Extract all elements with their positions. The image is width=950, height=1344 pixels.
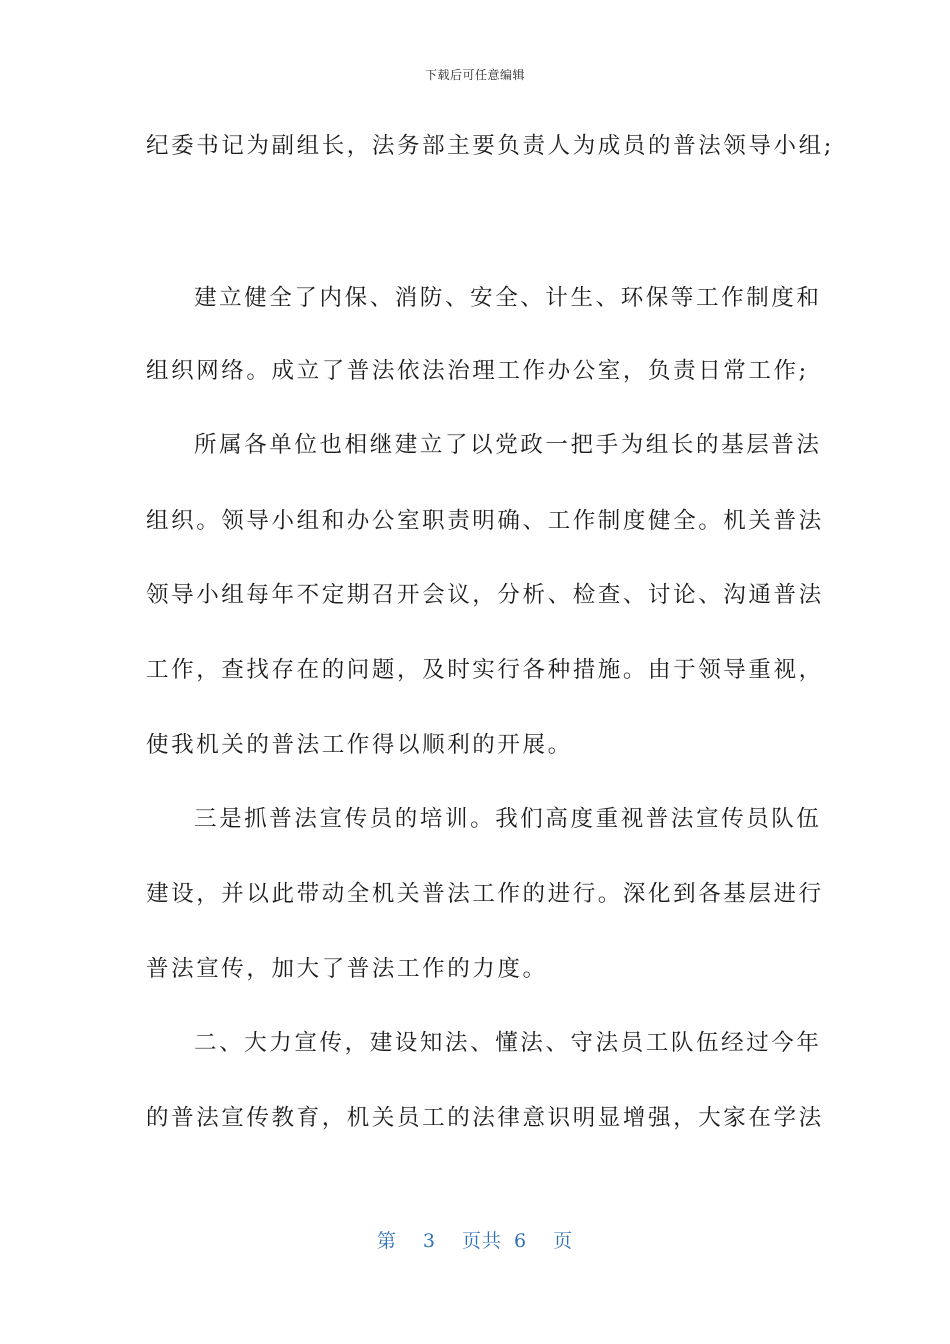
text-line: 建立健全了内保、消防、安全、计生、环保等工作制度和 xyxy=(194,285,822,311)
text-line: 建设，并以此带动全机关普法工作的进行。深化到各基层进行 xyxy=(146,881,824,907)
footer-total-pages: 6 xyxy=(514,1230,528,1252)
footer-middle: 页共 xyxy=(461,1230,502,1252)
text-line: 组织。领导小组和办公室职责明确、工作制度健全。机关普法 xyxy=(146,508,824,534)
page-footer xyxy=(0,1226,950,1253)
text-line: 领导小组每年不定期召开会议，分析、检查、讨论、沟通普法 xyxy=(146,582,824,608)
text-line: 组织网络。成立了普法依法治理工作办公室，负责日常工作; xyxy=(146,358,809,384)
text-line: 工作，查找存在的问题，及时实行各种措施。由于领导重视， xyxy=(146,657,824,683)
footer-page-number: 3 xyxy=(422,1230,436,1252)
text-line: 纪委书记为副组长，法务部主要负责人为成员的普法领导小组; xyxy=(146,133,834,159)
footer-prefix: 第 xyxy=(376,1230,397,1252)
text-line: 的普法宣传教育，机关员工的法律意识明显增强，大家在学法 xyxy=(146,1105,824,1131)
text-line: 普法宣传，加大了普法工作的力度。 xyxy=(146,956,548,982)
page-header: 下载后可任意编辑 xyxy=(424,68,525,82)
text-line: 所属各单位也相继建立了以党政一把手为组长的基层普法 xyxy=(194,432,822,458)
text-line: 三是抓普法宣传员的培训。我们高度重视普法宣传员队伍 xyxy=(194,806,822,832)
footer-suffix: 页 xyxy=(553,1230,574,1252)
text-line: 二、大力宣传，建设知法、懂法、守法员工队伍经过今年 xyxy=(194,1030,822,1056)
text-line: 使我机关的普法工作得以顺利的开展。 xyxy=(146,732,573,758)
